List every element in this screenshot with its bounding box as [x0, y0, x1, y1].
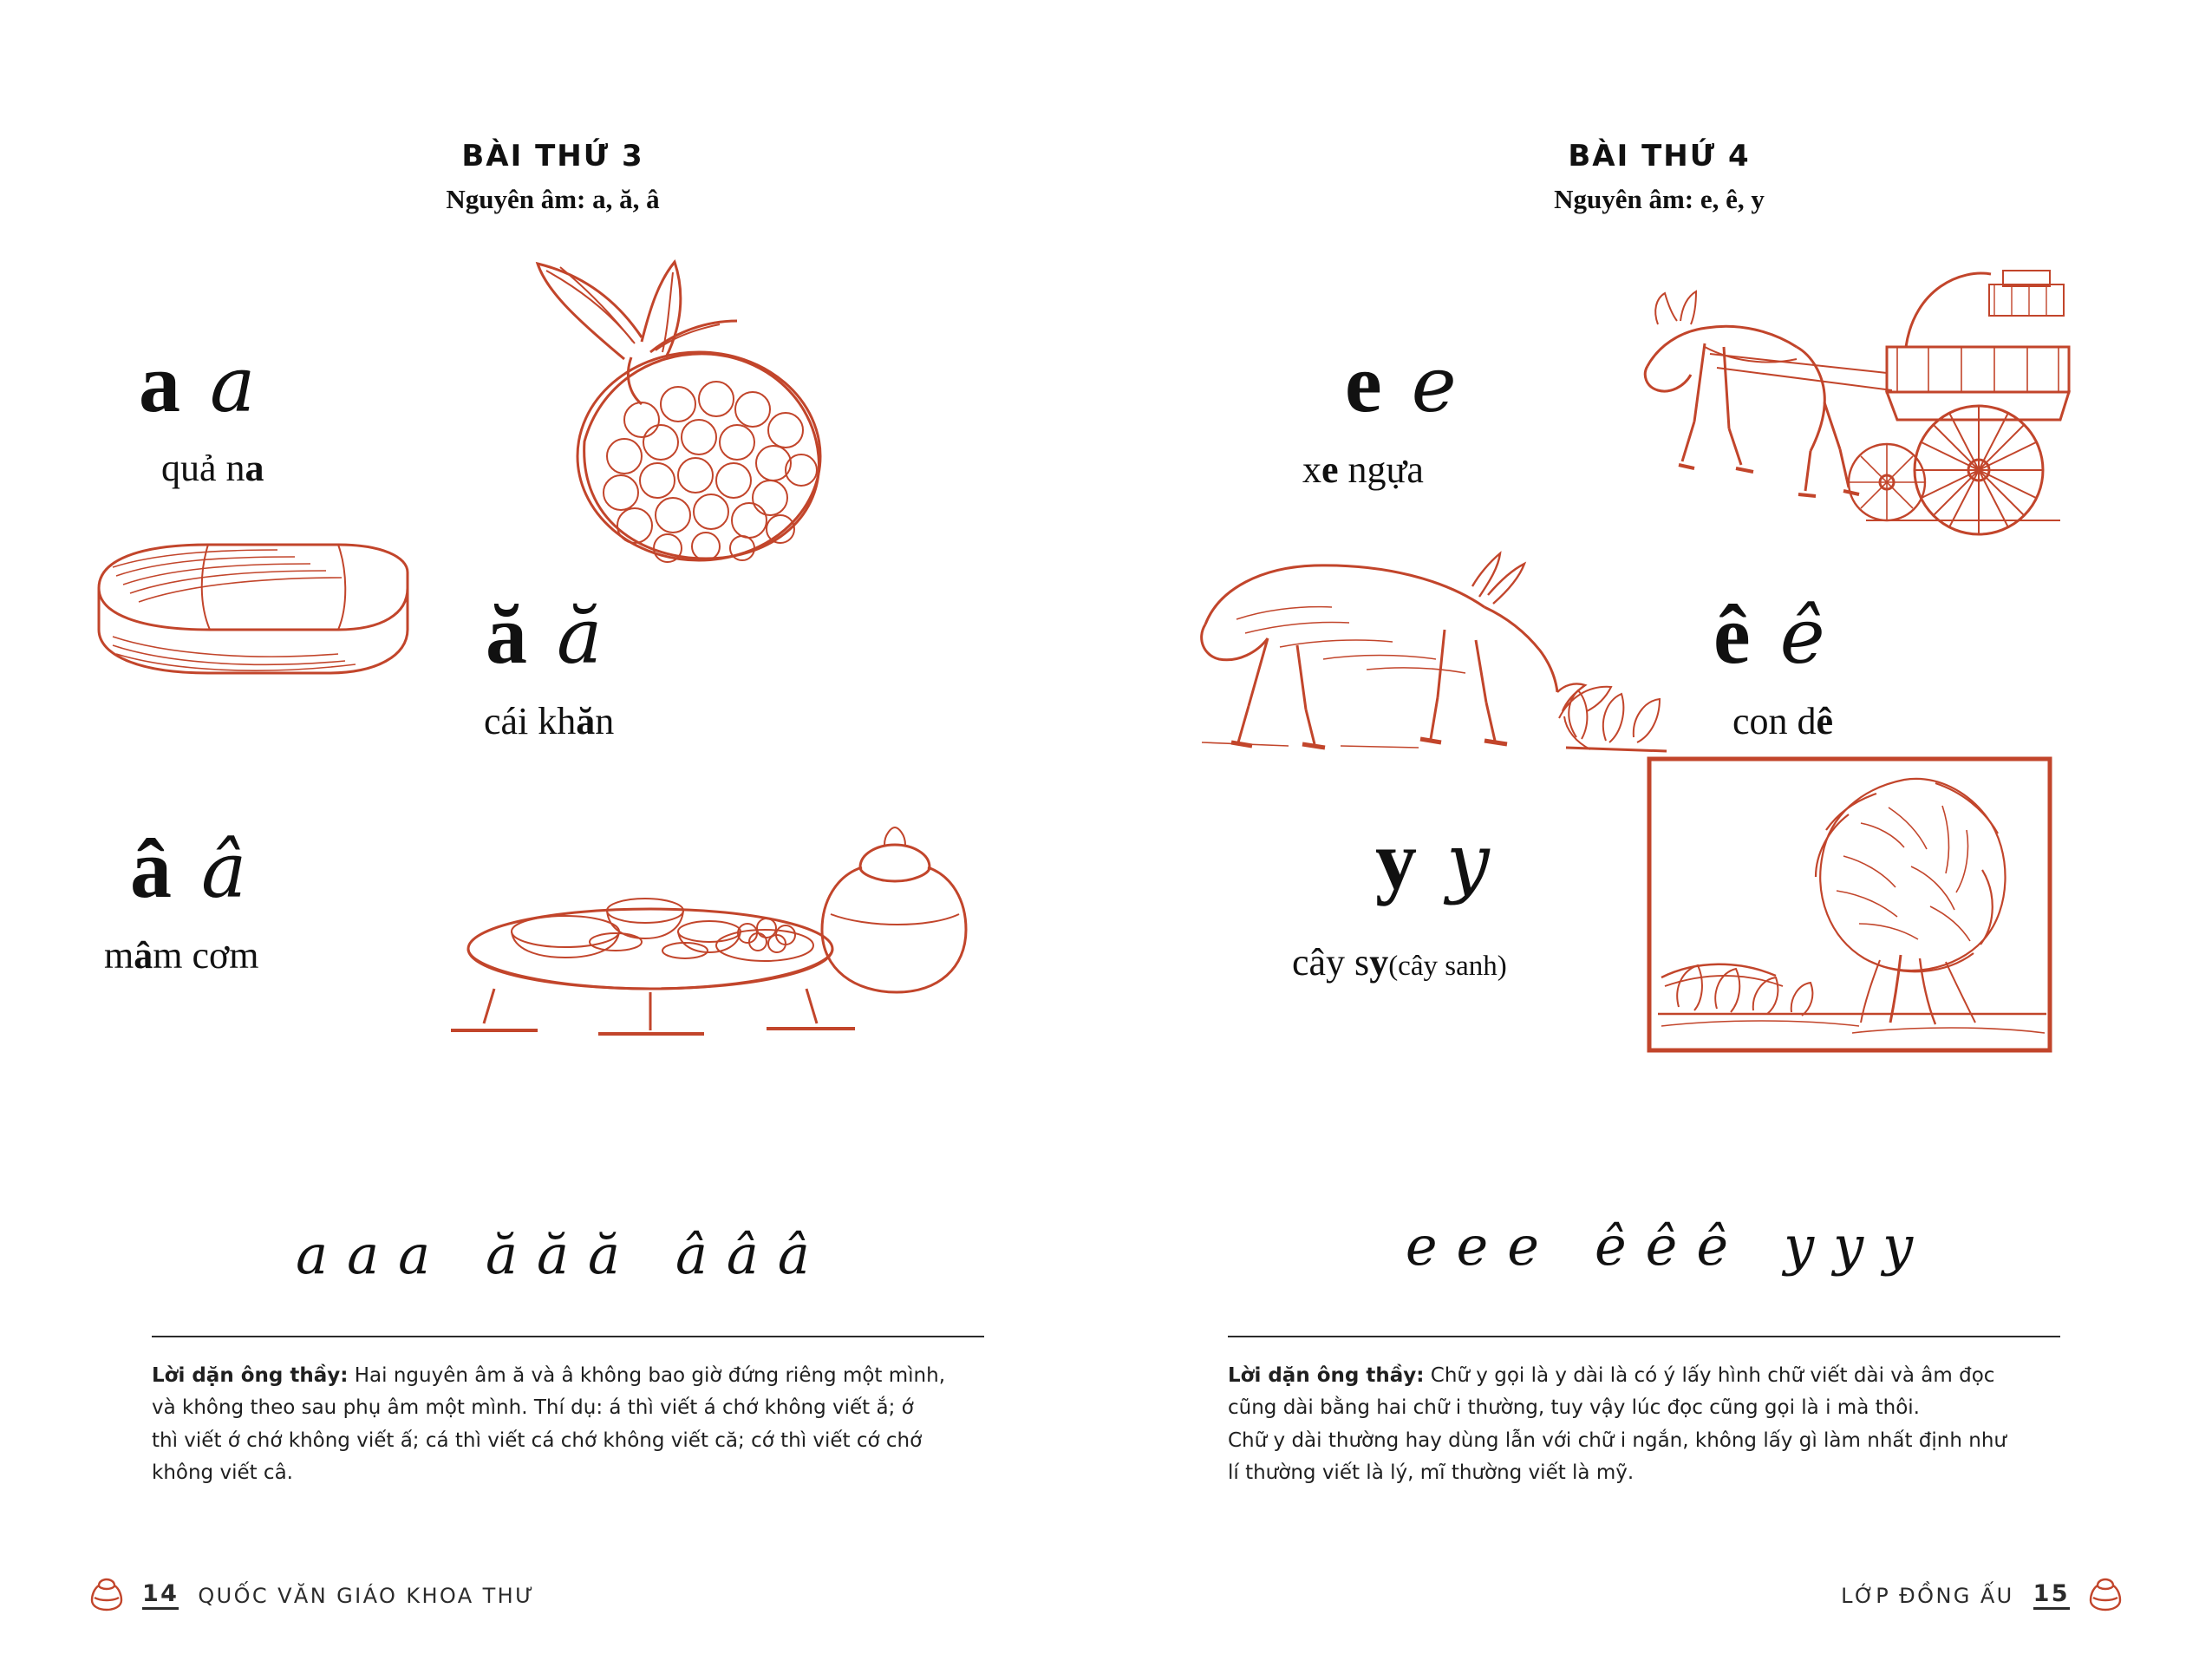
page-number-left: 14 [142, 1582, 179, 1610]
caption-mam-com: mâm cơm [104, 934, 259, 977]
lesson-subtitle-right: Nguyên âm: e, ê, y [1554, 184, 1765, 214]
letter-print-e: e [1345, 337, 1382, 429]
note-line-4: không viết câ. [152, 1461, 293, 1484]
note-line-3: thì viết ớ chớ không viết ấ; cá thì viết cá chớ không viết că; cớ thì viết cớ chớ [152, 1428, 923, 1452]
custard-apple-illustration [520, 255, 919, 567]
letter-script-ecirc: ê [1779, 592, 1825, 681]
practice-group-acirc: â â â [675, 1223, 810, 1286]
caption-con-de: con dê [1732, 700, 1834, 742]
letter-print-y: y [1375, 814, 1417, 906]
letter-script-a: a [210, 340, 256, 429]
footer-right [1841, 1575, 2122, 1617]
jar-icon-right [2089, 1575, 2122, 1617]
letter-print-abreve: ă [486, 588, 527, 681]
page-right [1106, 0, 2212, 1667]
practice-group-abreve: ă ă ă [486, 1223, 620, 1286]
folded-scarf-illustration [78, 515, 442, 706]
letter-print-acirc: â [130, 822, 172, 915]
note-label-right: Lời dặn ông thầy: [1228, 1364, 1425, 1387]
note-line-1: Chữ y gọi là y dài là có ý lấy hình chữ viết dài và âm đọc [1430, 1364, 1995, 1387]
teacher-note-right [1228, 1360, 2082, 1489]
note-line-4: lí thường viết là lý, mĩ thường viết là mỹ. [1228, 1461, 1635, 1484]
practice-group-y: y y y [1784, 1214, 1914, 1278]
letter-pair-e [1345, 337, 1457, 429]
lesson-title-left: BÀI THỨ 3 [461, 139, 644, 173]
letter-script-y: y [1446, 817, 1490, 906]
practice-group-ecirc: ê ê ê [1594, 1214, 1729, 1278]
practice-group-e: e e e [1405, 1214, 1539, 1278]
practice-row-right [1106, 1214, 2212, 1278]
letter-print-a: a [139, 337, 180, 429]
caption-xe-ngua: xe ngựa [1302, 448, 1424, 491]
banyan-tree-panel-illustration [1644, 754, 2060, 1057]
lesson-subtitle-left: Nguyên âm: a, ă, â [446, 184, 660, 214]
caption-cay-sy: cây sy(cây sanh) [1292, 941, 1507, 984]
note-line-1: Hai nguyên âm ă và â không bao giờ đứng riêng một mình, [354, 1364, 946, 1387]
note-divider-right [1228, 1336, 2060, 1337]
practice-row-left [0, 1223, 1106, 1286]
letter-pair-ecirc [1713, 588, 1825, 681]
letter-script-acirc: â [201, 826, 247, 915]
caption-qua-na: quả na [161, 447, 264, 489]
note-divider-left [152, 1336, 984, 1337]
note-label-left: Lời dặn ông thầy: [152, 1364, 349, 1387]
goat-illustration [1184, 524, 1670, 767]
letter-pair-y [1375, 814, 1490, 906]
letter-print-ecirc: ê [1713, 588, 1751, 681]
letter-script-abreve: ă [557, 592, 603, 681]
horse-cart-illustration [1627, 264, 2164, 550]
lesson-content-right [1106, 255, 2212, 1278]
letter-pair-abreve [486, 588, 603, 681]
practice-group-a: a a a [296, 1223, 431, 1286]
page-number-right: 15 [2033, 1582, 2070, 1610]
footer-book-title-left: QUỐC VĂN GIÁO KHOA THƯ [198, 1584, 536, 1608]
lesson-content-left [0, 255, 1106, 1278]
teacher-note-left [152, 1360, 997, 1489]
caption-cai-khan: cái khăn [484, 700, 615, 742]
note-line-2: và không theo sau phụ âm một mình. Thí dụ: á thì viết á chớ không viết ắ; ớ [152, 1396, 914, 1420]
footer-left [90, 1575, 535, 1617]
letter-pair-a [139, 337, 256, 429]
letter-script-e: e [1411, 340, 1457, 429]
letter-pair-acirc [130, 822, 247, 915]
note-line-3: Chữ y dài thường hay dùng lẫn với chữ i ngắn, không lấy gì làm nhất định như [1228, 1428, 2006, 1452]
jar-icon-left [90, 1575, 123, 1617]
food-tray-illustration [434, 784, 971, 1044]
lesson-title-right: BÀI THỨ 4 [1568, 139, 1751, 173]
footer-book-title-right: LỚP ĐỒNG ẤU [1841, 1584, 2014, 1608]
note-line-2: cũng dài bằng hai chữ i thường, tuy vậy lúc đọc cũng gọi là i mà thôi. [1228, 1396, 1920, 1420]
